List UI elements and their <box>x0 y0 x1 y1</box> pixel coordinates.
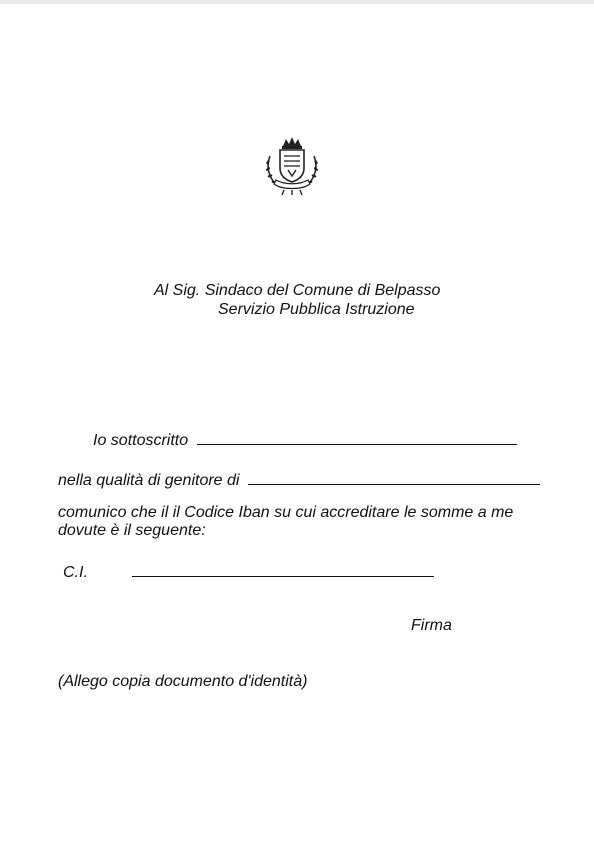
parent-label: nella qualità di genitore di <box>58 472 240 489</box>
undersigned-label: Io sottoscritto <box>93 432 189 449</box>
id-label: C.I. <box>63 564 88 581</box>
communication-line-2: dovute è il seguente: <box>58 522 206 539</box>
communication-line-1: comunico che il il Codice Iban su cui accreditare le somme a me <box>58 504 514 521</box>
child-name-field[interactable] <box>248 470 540 485</box>
parent-row <box>58 470 540 490</box>
undersigned-name-field[interactable] <box>197 430 517 445</box>
document-page <box>0 4 594 846</box>
municipal-coat-of-arms-icon <box>262 134 322 196</box>
signature-label: Firma <box>411 617 452 634</box>
addressee-line-2: Servizio Pubblica Istruzione <box>218 301 415 318</box>
id-row <box>63 562 434 582</box>
addressee-line-1: Al Sig. Sindaco del Comune di Belpasso <box>154 282 441 299</box>
attachment-note: (Allego copia documento d'identità) <box>58 673 308 690</box>
id-number-field[interactable] <box>132 562 434 577</box>
undersigned-row <box>93 430 517 450</box>
